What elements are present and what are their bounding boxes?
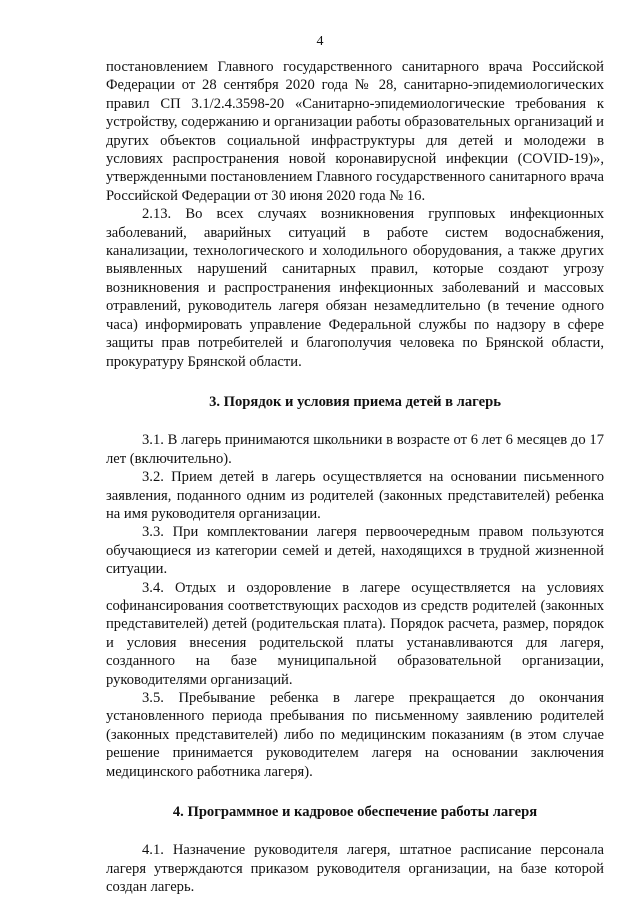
paragraph-2-13: 2.13. Во всех случаях возникновения групповых инфекционных заболеваний, аварийных ситуаций в работе систем водоснабжения, канализации, технологического и холодильного оборудования, а также других выявленных нарушений санитарных правил, которые создают угрозу возникновения и распространения инфекционных заболеваний и массовых отравлений, руководитель лагеря обязан незамедлительно (в течение одного часа) информировать управление Федеральной службы по надзору в сфере защиты прав потребителей и благополучия человека по Брянской области, прокуратуру Брянской области. — [106, 206, 604, 370]
paragraph-3-3: 3.3. При комплектовании лагеря первоочередным правом пользуются обучающиеся из категории семей и детей, находящихся в трудной жизненной ситуации. — [106, 524, 604, 578]
paragraph-3-2: 3.2. Прием детей в лагерь осуществляется на основании письменного заявления, поданного одним из родителей (законных представителей) ребенка на имя руководителя организации. — [106, 469, 604, 522]
paragraph-continuation: постановлением Главного государственного санитарного врача Российской Федерации от 28 сентября 2020 года № 28, санитарно-эпидемиологических правил СП 3.1/2.4.3598-20 «Санитарно-эпидемиологические требования к устройству, содержанию и организации работы образовательных организаций и других объектов социальной инфраструктуры для детей и молодежи в условиях распространения новой коронавирусной инфекции (COVID-19)», утвержденными постановлением Главного государственного санитарного врача Российской Федерации от 30 июня 2020 года № 16. — [106, 59, 604, 204]
paragraph-3-1: 3.1. В лагерь принимаются школьники в возрасте от 6 лет 6 месяцев до 17 лет (включительно). — [106, 432, 604, 467]
paragraph-4-1: 4.1. Назначение руководителя лагеря, штатное расписание персонала лагеря утверждаются приказом руководителя организации, на базе которой создан лагерь. — [106, 842, 604, 896]
page-number: 4 — [316, 34, 324, 49]
section-4-heading: 4. Программное и кадровое обеспечение работы лагеря — [172, 804, 538, 821]
paragraph-3-4: 3.4. Отдых и оздоровление в лагере осуществляется на условиях софинансирования соответствующих расходов из средств родителей (законных представителей) детей (родительская плата). Порядок расчета, размер, порядок и условия внесения родительской платы устанавливаются для лагеря, созданного на базе муниципальной образовательной организации, руководителями организаций. — [106, 579, 604, 688]
section-3-heading: 3. Порядок и условия приема детей в лагерь — [209, 393, 501, 410]
document-body — [106, 58, 604, 897]
paragraph-3-5: 3.5. Пребывание ребенка в лагере прекращается до окончания установленного периода пребывания по письменному заявлению родителей (законных представителей) либо по медицинским показаниям (в этом случае решение принимается руководителем лагеря на основании заключения медицинского работника лагеря). — [106, 690, 604, 780]
